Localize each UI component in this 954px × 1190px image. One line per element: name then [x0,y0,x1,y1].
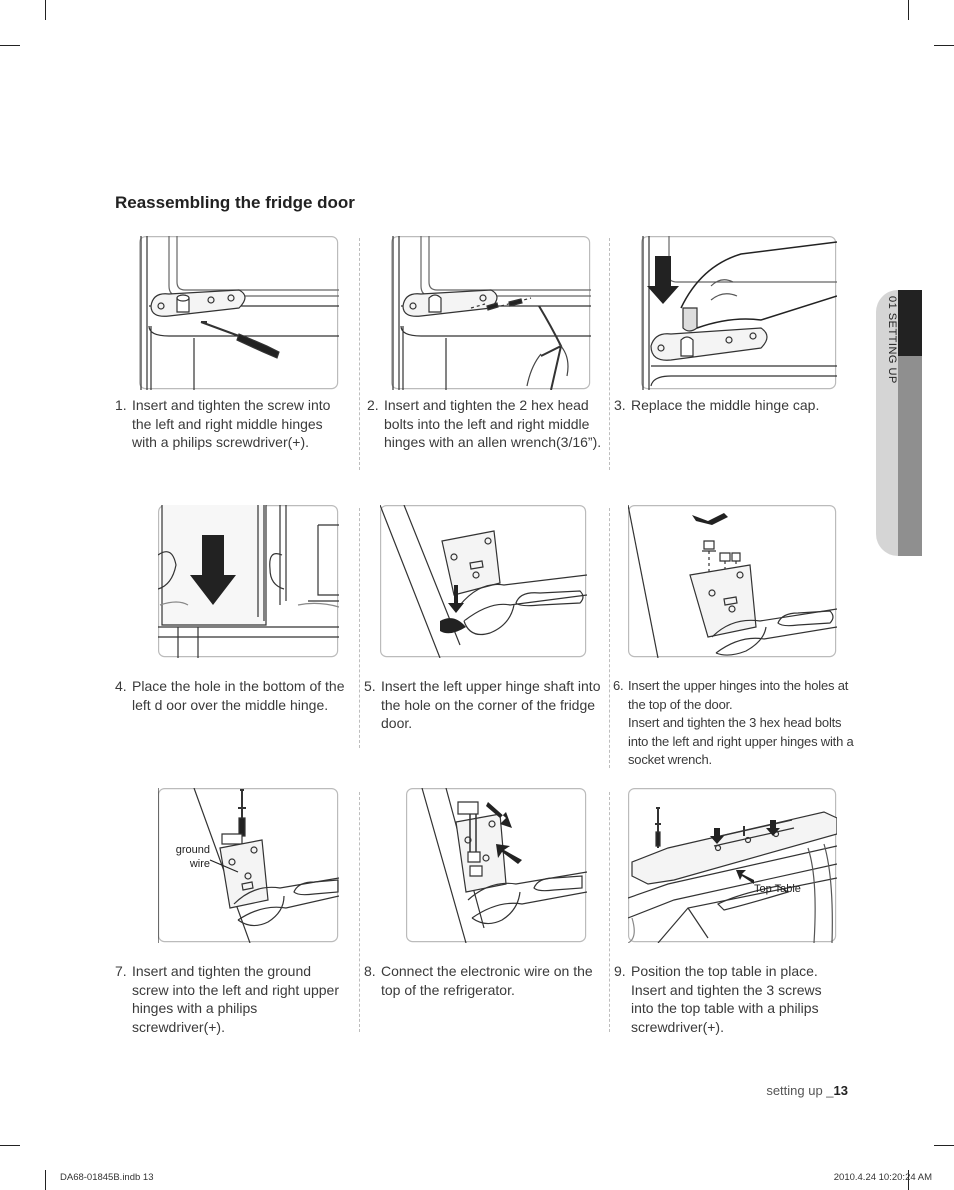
column-divider [609,508,610,768]
step-number: 2. [367,397,379,413]
step-text: Insert and tighten the ground screw into the left and right upper hinges with a philips screwdriver(+). [132,963,340,1035]
crop-mark [0,1145,20,1146]
illustration-step-6 [628,505,837,658]
page-footer [766,1083,848,1098]
step-number: 8. [364,963,376,979]
illustration-step-4 [158,505,339,658]
chapter-tab-dark [898,290,922,356]
step-number: 4. [115,678,127,694]
step-number: 7. [115,963,127,979]
crop-mark [934,1145,954,1146]
step-number: 1. [115,397,127,413]
step-5-caption [364,677,604,733]
crop-mark [0,45,20,46]
column-divider [609,238,610,470]
top-table-label-text: Top Table [754,883,801,895]
chapter-tab-mid [898,356,922,556]
print-slug-file: DA68-01845B.indb 13 [60,1172,154,1183]
step-2-caption [367,396,607,452]
illustration-step-1 [139,236,339,390]
print-slug-timestamp: 2010.4.24 10:20:24 AM [833,1172,932,1183]
section-heading: Reassembling the fridge door [115,193,355,212]
step-text: Insert and tighten the 2 hex head bolts into the left and right middle hinges with an allen wrench(3/16”). [384,397,602,450]
column-divider [359,238,360,470]
crop-mark [45,0,46,20]
ground-wire-label-line-1: ground [175,844,210,856]
step-text: Insert the upper hinges into the holes at the top of the door. [628,678,849,712]
footer-section: setting up _ [766,1083,834,1098]
step-3-caption [614,396,844,415]
step-number: 5. [364,678,376,694]
step-text-2: Insert and tighten the 3 hex head bolts into the left and right upper hinges with a socket wrench. [628,715,854,767]
column-divider [609,792,610,1032]
top-table-label [754,882,814,896]
illustration-step-5 [380,505,587,658]
step-9-caption [614,962,844,1036]
illustration-step-3 [641,236,837,390]
chapter-tab [876,290,922,556]
step-text: Replace the middle hinge cap. [631,397,820,413]
ground-wire-label-line-2: wire [189,858,210,870]
crop-mark [45,1170,46,1190]
step-text: Position the top table in place. Insert and tighten the 3 screws into the top table with a philips screwdriver(+). [631,963,822,1035]
chapter-tab-label: 01 SETTING UP [886,296,898,384]
step-number: 3. [614,397,626,413]
column-divider [359,508,360,748]
step-8-caption [364,962,604,999]
page-number: 13 [833,1083,848,1098]
step-text: Insert and tighten the screw into the left and right middle hinges with a philips screwdriver(+). [132,397,331,450]
step-7-caption [115,962,350,1036]
illustration-step-9 [628,788,837,943]
step-6-caption [613,677,858,770]
step-text: Insert the left upper hinge shaft into the hole on the corner of the fridge door. [381,678,601,731]
crop-mark [934,45,954,46]
step-number: 9. [614,963,626,979]
step-1-caption [115,396,350,452]
step-text: Connect the electronic wire on the top of the refrigerator. [381,963,593,998]
step-4-caption [115,677,350,714]
step-number: 6. [613,678,624,693]
illustration-step-8 [406,788,587,943]
step-text: Place the hole in the bottom of the left d oor over the middle hinge. [132,678,345,713]
illustration-step-2 [391,236,591,390]
ground-wire-label [160,843,210,871]
crop-mark [908,0,909,20]
column-divider [359,792,360,1032]
